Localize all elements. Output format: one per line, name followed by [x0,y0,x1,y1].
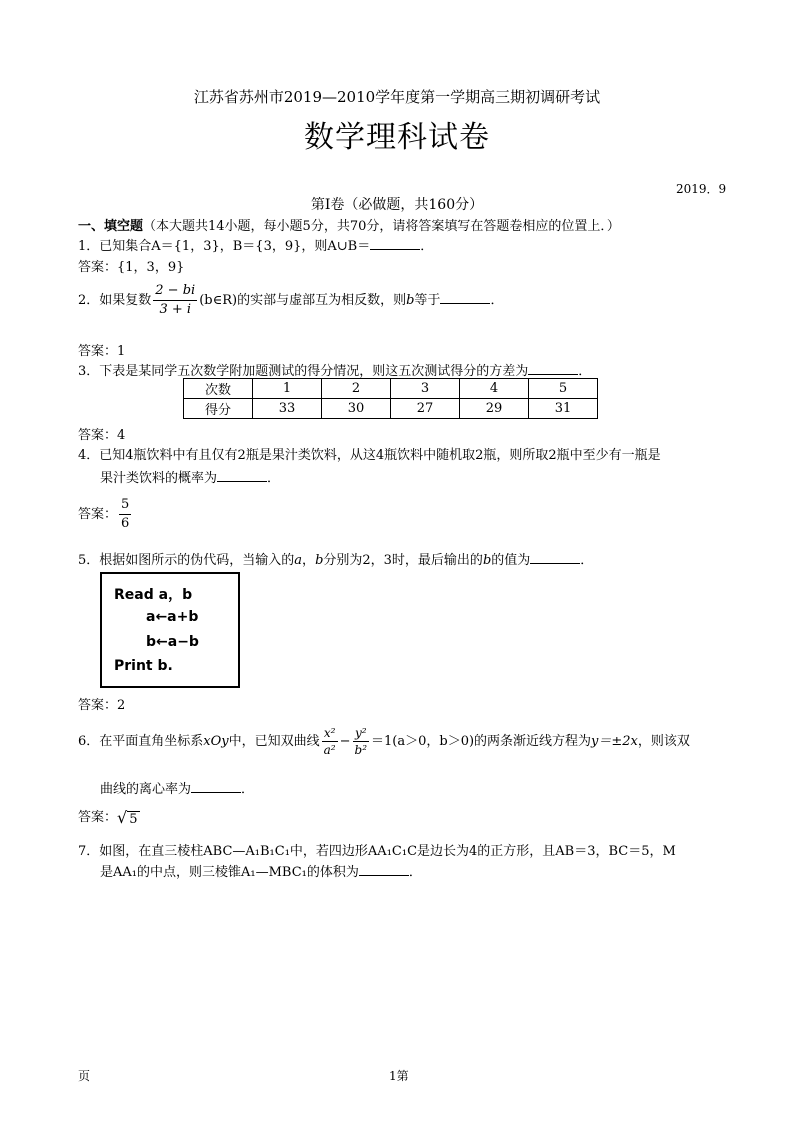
q5-answer: 答案：2 [78,698,126,713]
q2-answer: 答案：1 [78,344,126,359]
q6-line2: 曲线的离心率为 ． [100,782,255,797]
q7-line1: 7．如图，在直三棱柱ABC—A₁B₁C₁中，若四边形AA₁C₁C是边长为4的正方形，且AB＝3，BC＝5，M [78,844,676,859]
q4-answer-fraction [119,496,131,533]
section-title: 一、填空题 [78,219,144,234]
exam-name: 江苏省苏州市2019—2010学年度第一学期高三期初调研考试 [193,88,601,106]
table-cell: 30 [322,399,391,419]
page-title: 数学理科试卷 [304,120,490,155]
q4-answer [78,496,133,533]
q6-suffix: ，则该双 [637,734,690,749]
answer-blank [191,780,241,793]
q4-line2: 果汁类饮料的概率为 ． [100,471,281,486]
q4-answer-numerator: 5 [119,496,131,515]
q2-fraction [153,282,197,319]
q2-denominator: 3 + i [159,302,192,317]
q6-asymptote: y＝±2x [591,734,638,749]
question-6: 6．在平面直角坐标系xOy中，已知双曲线 $\frac{\text{x²}}{\text{a²}}$ − $\frac{\text{y²}}{\text{b²}}$ ＝1(a＞0，b＞0)的两条渐近线方程为y＝±2x，则该双 [78,726,690,757]
q5-text-c: 的值为 [491,553,531,568]
score-table [183,378,598,419]
q6-answer-value: 5 [129,812,138,827]
code-line: Read a，b [114,587,193,603]
question-2: 2．如果复数 $\frac{2 - bi}{3 + i}$ (b∈R)的实部与虚部互为相反数，则b等于 ． [78,283,504,317]
q2-prefix: 2．如果复数 [78,293,152,308]
table-row [184,399,598,419]
section-note: （本大题共14小题，每小题5分，共70分，请将答案填写在答题卷相应的位置上．） [143,219,620,234]
answer-blank [530,551,580,564]
q2-numerator: 2 − bi [153,282,197,301]
table-cell: 1 [253,379,322,399]
table-cell: 27 [391,399,460,419]
q3-text: 3．下表是某同学五次数学附加题测试的得分情况，则这五次测试得分的方差为 [78,364,529,379]
q6-condition: ＝1(a＞0，b＞0)的两条渐近线方程为 [371,734,592,749]
q6-num-x: x² [322,725,338,742]
answer-blank [359,863,409,876]
table-row [184,379,598,399]
q3-answer: 答案：4 [78,428,126,443]
table-cell: 33 [253,399,322,419]
answer-blank [440,291,490,304]
q2-suffix: 等于 [414,293,441,308]
question-5: 5．根据如图所示的伪代码，当输入的a，b分别为2，3时，最后输出的b的值为 ． [78,553,594,568]
q6-line2-text: 曲线的离心率为 [100,782,192,797]
q6-fraction-x [322,725,338,758]
q6-answer-label: 答案： [78,810,118,825]
q7-line2-text: 是AA₁的中点，则三棱锥A₁—MBC₁的体积为 [100,865,359,880]
table-cell: 得分 [184,399,253,419]
table-cell: 4 [460,379,529,399]
table-cell: 次数 [184,379,253,399]
q4-answer-denominator: 6 [121,516,130,531]
q4-answer-label: 答案： [78,507,118,522]
table-cell: 29 [460,399,529,419]
q6-answer [78,806,140,827]
question-3: 3．下表是某同学五次数学附加题测试的得分情况，则这五次测试得分的方差为 ． [78,364,592,379]
footer-page-label: 页 [78,1069,91,1083]
q2-var: b [406,293,415,308]
q4-line1: 4．已知4瓶饮料中有且仅有2瓶是果汁类饮料，从这4瓶饮料中随机取2瓶，则所取2瓶中至少有一瓶是 [78,448,661,463]
q5-text-a: 5．根据如图所示的伪代码，当输入的 [78,553,295,568]
table-cell: 31 [529,399,598,419]
footer-page-number: 1第 [389,1069,409,1083]
code-line: Print b. [114,658,173,674]
q2-mid: (b∈R)的实部与虚部互为相反数，则 [199,293,407,308]
q6-xoy: xOy [203,734,229,749]
table-cell: 2 [322,379,391,399]
part-heading: 第Ⅰ卷（必做题，共160分） [310,197,484,213]
table-cell: 5 [529,379,598,399]
q6-prefix: 6．在平面直角坐标系 [78,734,204,749]
pseudocode-box [100,572,240,688]
answer-blank [528,362,578,375]
q5-text-b: 分别为2，3时，最后输出的 [323,553,483,568]
sqrt-symbol: √ 5 [117,808,138,827]
q1-text: 1．已知集合A＝{1，3}，B＝{3，9}，则A∪B＝ [78,239,371,254]
q1-answer: 答案：{1，3，9} [78,260,185,275]
q7-line2: 是AA₁的中点，则三棱锥A₁—MBC₁的体积为 ． [100,865,422,880]
q6-den-b: b² [354,743,368,757]
question-1: 1．已知集合A＝{1，3}，B＝{3，9}，则A∪B＝ ． [78,239,434,254]
code-line: a←a+b [146,609,199,625]
q6-fraction-y [353,725,370,758]
section-heading [78,215,620,234]
q4-line2-text: 果汁类饮料的概率为 [100,471,218,486]
q6-num-y: y² [353,725,370,742]
answer-blank [370,237,420,250]
answer-blank [217,469,267,482]
code-line: b←a−b [146,634,199,650]
q6-mid: 中，已知双曲线 [228,734,320,749]
q6-den-a: a² [323,743,336,757]
exam-date: 2019．9 [676,182,727,196]
table-cell: 3 [391,379,460,399]
